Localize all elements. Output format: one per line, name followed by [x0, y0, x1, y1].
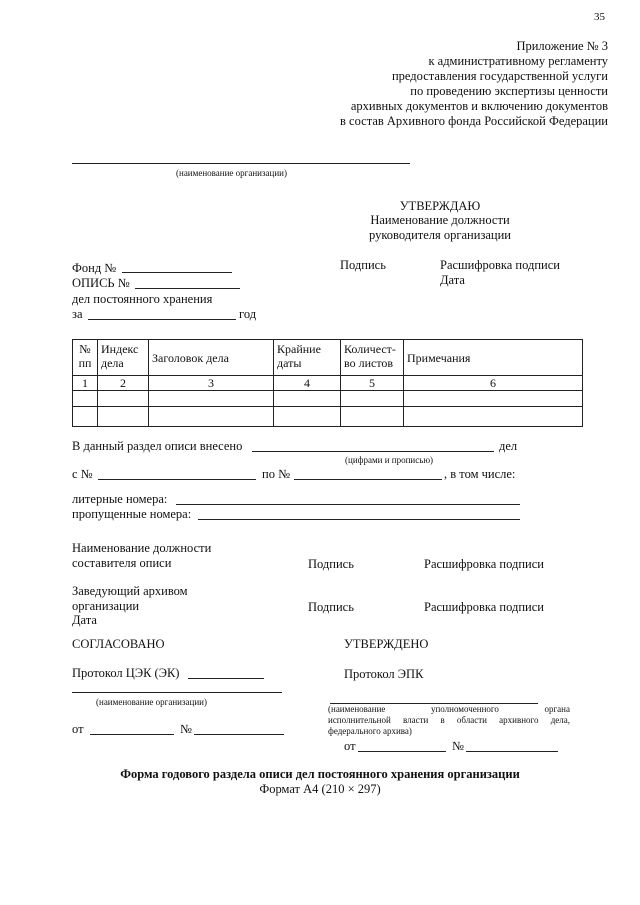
header-text: Заголовок дела — [152, 350, 229, 365]
approved-caption-line: (наименование уполномоченного органа — [328, 704, 570, 714]
agreed-from-label: от — [72, 722, 84, 736]
table-cell[interactable] — [404, 407, 583, 427]
header-cell-sheets — [341, 340, 404, 376]
approve-position-2: руководителя организации — [368, 228, 511, 242]
head-archive-signature: Подпись — [308, 600, 354, 614]
entered-count-line[interactable] — [252, 451, 494, 452]
approve-signature: Подпись — [340, 258, 386, 272]
number-cell: 6 — [404, 376, 583, 391]
including-label: , в том числе: — [444, 467, 516, 481]
table-cell[interactable] — [98, 391, 149, 407]
agreed-date-line[interactable] — [90, 734, 174, 735]
letter-numbers-line[interactable] — [176, 504, 520, 505]
table-cell[interactable] — [274, 407, 341, 427]
agreed-title: СОГЛАСОВАНО — [72, 637, 165, 651]
org-name-line — [72, 163, 410, 164]
year-label: год — [239, 307, 257, 321]
agreed-protocol-label: Протокол ЦЭК (ЭК) — [72, 666, 180, 680]
fond-number-line[interactable] — [122, 272, 232, 273]
table-row — [73, 391, 583, 407]
table-cell[interactable] — [341, 391, 404, 407]
table-number-row — [73, 376, 583, 391]
for-label: за — [72, 307, 83, 321]
compiler-position: Наименование должности — [72, 541, 212, 555]
appendix-line: предоставления государственной услуги — [391, 69, 608, 83]
appendix-line: по проведению экспертизы ценности — [410, 84, 608, 98]
fond-label: Фонд № — [72, 261, 117, 275]
approved-org-caption — [328, 704, 570, 737]
entered-label: В данный раздел описи внесено — [72, 439, 243, 453]
header-cell-title — [149, 340, 274, 376]
approve-date: Дата — [440, 273, 465, 287]
table-row — [73, 407, 583, 427]
table-cell[interactable] — [149, 407, 274, 427]
agreed-number-label: № — [180, 722, 192, 736]
table-cell[interactable] — [274, 391, 341, 407]
header-cell-notes — [404, 340, 583, 376]
head-archive-decoding: Расшифровка подписи — [424, 600, 544, 614]
inventory-table — [72, 339, 583, 427]
number-cell: 2 — [98, 376, 149, 391]
approved-from-label: от — [344, 739, 356, 753]
number-cell: 1 — [73, 376, 98, 391]
header-cell-index — [98, 340, 149, 376]
header-text: даты — [277, 356, 302, 370]
from-number-line[interactable] — [98, 479, 256, 480]
missing-numbers-label: пропущенные номера: — [72, 507, 192, 521]
opis-label: ОПИСЬ № — [72, 276, 130, 290]
agreed-org-caption: (наименование организации) — [96, 697, 207, 707]
approved-caption-line: федерального архива) — [328, 726, 412, 736]
approved-number-line[interactable] — [466, 751, 558, 752]
cases-label: дел — [499, 439, 518, 453]
agreed-org-line[interactable] — [72, 692, 282, 693]
approve-title: УТВЕРЖДАЮ — [399, 199, 481, 213]
head-archive-title: Заведующий архивом — [72, 584, 188, 598]
storage-label: дел постоянного хранения — [72, 292, 213, 306]
number-cell: 3 — [149, 376, 274, 391]
table-cell[interactable] — [73, 407, 98, 427]
header-cell-dates — [274, 340, 341, 376]
header-text: дела — [101, 356, 124, 370]
compiler-position-2: составителя описи — [72, 556, 172, 570]
head-archive-date: Дата — [72, 613, 97, 627]
form-format: Формат А4 (210 × 297) — [259, 782, 381, 796]
approve-position: Наименование должности — [370, 213, 510, 227]
header-text: № — [79, 342, 91, 356]
missing-numbers-line[interactable] — [198, 519, 520, 520]
appendix-header — [248, 39, 608, 129]
from-number-label: с № — [72, 467, 93, 481]
header-text: Индекс — [101, 342, 139, 356]
approved-date-line[interactable] — [358, 751, 446, 752]
header-text: во листов — [344, 356, 394, 370]
opis-number-line[interactable] — [135, 288, 240, 289]
approved-caption-line: исполнительной власти в области архивного дела, — [328, 715, 570, 725]
year-line[interactable] — [88, 319, 236, 320]
appendix-line: архивных документов и включению документов — [350, 99, 608, 113]
digits-caption: (цифрами и прописью) — [345, 455, 434, 465]
number-cell: 4 — [274, 376, 341, 391]
header-text: пп — [78, 356, 92, 370]
header-text: Крайние — [277, 342, 321, 356]
header-text: Количест- — [344, 342, 396, 356]
to-number-label: по № — [262, 467, 290, 481]
table-header-row — [73, 340, 583, 376]
approved-title: УТВЕРЖДЕНО — [344, 637, 429, 651]
number-cell: 5 — [341, 376, 404, 391]
letter-numbers-label: литерные номера: — [72, 492, 168, 506]
approved-number-label: № — [452, 739, 464, 753]
org-name-caption: (наименование организации) — [176, 168, 287, 178]
appendix-line: к административному регламенту — [428, 54, 608, 68]
compiler-signature: Подпись — [308, 557, 354, 571]
table-cell[interactable] — [341, 407, 404, 427]
agreed-number-line[interactable] — [194, 734, 284, 735]
table-cell[interactable] — [73, 391, 98, 407]
form-title: Форма годового раздела описи дел постоянного хранения организации — [120, 767, 520, 781]
header-cell-number — [73, 340, 98, 376]
head-archive-org: организации — [72, 599, 140, 613]
to-number-line[interactable] — [294, 479, 442, 480]
appendix-line: в состав Архивного фонда Российской Федерации — [340, 114, 608, 128]
header-text: Примечания — [407, 350, 471, 365]
table-cell[interactable] — [404, 391, 583, 407]
compiler-decoding: Расшифровка подписи — [424, 557, 544, 571]
table-cell[interactable] — [98, 407, 149, 427]
table-cell[interactable] — [149, 391, 274, 407]
page-number: 35 — [594, 11, 605, 23]
appendix-line: Приложение № 3 — [516, 39, 608, 53]
agreed-protocol-line[interactable] — [188, 678, 264, 679]
approve-decoding: Расшифровка подписи — [440, 258, 560, 272]
approved-protocol-label: Протокол ЭПК — [344, 667, 424, 681]
